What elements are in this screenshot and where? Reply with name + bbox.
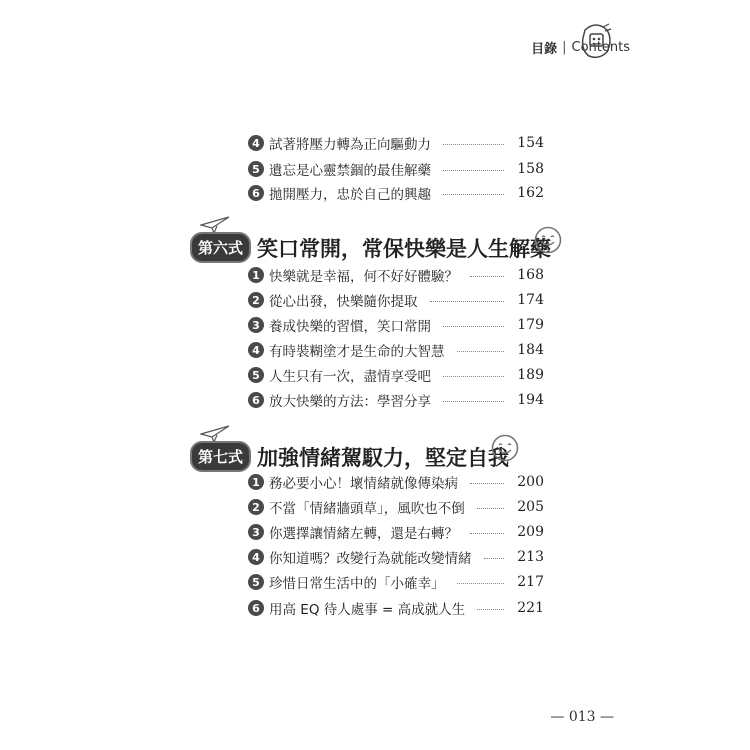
entry-title: 遺忘是心靈禁錮的最佳解藥 <box>269 163 431 179</box>
chapter-title: 加強情緒駕馭力，堅定自我 <box>257 444 510 470</box>
dot-leader <box>430 301 505 302</box>
entry-title: 務必要小心！壞情緒就像傳染病 <box>269 476 458 492</box>
entry-title: 養成快樂的習慣，笑口常開 <box>269 319 431 335</box>
dot-leader <box>477 609 504 610</box>
mascot-icon <box>579 22 613 60</box>
entry-page-number: 154 <box>517 135 544 151</box>
entry-number-badge: 5 <box>248 161 264 177</box>
toc-entry[interactable] <box>248 132 544 154</box>
dot-leader <box>470 483 504 484</box>
toc-entry[interactable] <box>248 597 544 619</box>
entry-number-badge: 1 <box>248 474 264 490</box>
entry-page-number: 158 <box>517 161 544 177</box>
toc-entry[interactable] <box>248 339 544 361</box>
entry-title: 有時裝糊塗才是生命的大智慧 <box>269 344 445 360</box>
entry-title: 從心出發，快樂隨你提取 <box>269 294 418 310</box>
entry-page-number: 168 <box>517 267 544 283</box>
chapter-heading[interactable] <box>190 232 551 263</box>
entry-number-badge: 4 <box>248 135 264 151</box>
dot-leader <box>457 583 505 584</box>
toc-entry[interactable] <box>248 471 544 493</box>
dot-leader <box>443 194 504 195</box>
dot-leader <box>443 144 504 145</box>
toc-entry[interactable] <box>248 264 544 286</box>
entry-number-badge: 6 <box>248 392 264 408</box>
header-separator: | <box>562 40 567 55</box>
toc-entry[interactable] <box>248 182 544 204</box>
dot-leader <box>443 376 504 377</box>
entry-number-badge: 3 <box>248 317 264 333</box>
entry-number-badge: 2 <box>248 292 264 308</box>
dot-leader <box>457 351 505 352</box>
entry-page-number: 162 <box>517 185 544 201</box>
header-label-cn: 目錄 <box>531 42 558 57</box>
entry-title: 你選擇讓情緒左轉，還是右轉？ <box>269 526 458 542</box>
header-label-en: Contents <box>571 40 630 55</box>
dot-leader <box>443 401 504 402</box>
entry-number-badge: 3 <box>248 524 264 540</box>
entry-title: 不當「情緒牆頭草」，風吹也不倒 <box>269 501 465 517</box>
dot-leader <box>484 558 505 559</box>
toc-entry[interactable] <box>248 314 544 336</box>
toc-entry[interactable] <box>248 521 544 543</box>
chapter-title: 笑口常開，常保快樂是人生解藥 <box>257 235 552 261</box>
entry-page-number: 174 <box>517 292 544 308</box>
toc-entry[interactable] <box>248 289 544 311</box>
dot-leader <box>470 276 504 277</box>
entry-number-badge: 5 <box>248 367 264 383</box>
toc-entry[interactable] <box>248 571 544 593</box>
entry-title: 放大快樂的方法：學習分享 <box>269 394 431 410</box>
smiley-icon <box>490 433 520 463</box>
entry-number-badge: 1 <box>248 267 264 283</box>
entry-title: 珍惜日常生活中的「小確幸」 <box>269 576 445 592</box>
dot-leader <box>443 326 504 327</box>
toc-entry[interactable] <box>248 364 544 386</box>
entry-number-badge: 6 <box>248 600 264 616</box>
entry-title: 快樂就是幸福，何不好好體驗？ <box>269 269 458 285</box>
toc-entry[interactable] <box>248 546 544 568</box>
entry-page-number: 189 <box>517 367 544 383</box>
smiley-icon <box>533 225 563 255</box>
chapter-heading[interactable] <box>190 441 509 472</box>
entry-page-number: 205 <box>517 499 544 515</box>
entry-title: 人生只有一次，盡情享受吧 <box>269 369 431 385</box>
entry-page-number: 217 <box>517 574 544 590</box>
entry-number-badge: 2 <box>248 499 264 515</box>
entry-title: 用高 EQ 待人處事 = 高成就人生 <box>269 602 466 618</box>
entry-number-badge: 6 <box>248 185 264 201</box>
chapter-badge: 第七式 <box>190 441 251 472</box>
entry-title: 試著將壓力轉為正向驅動力 <box>269 137 431 153</box>
dot-leader <box>470 533 504 534</box>
entry-page-number: 221 <box>517 600 544 616</box>
entry-title: 你知道嗎？改變行為就能改變情緒 <box>269 551 472 567</box>
entry-number-badge: 5 <box>248 574 264 590</box>
dot-leader <box>477 508 504 509</box>
toc-entry[interactable] <box>248 389 544 411</box>
entry-page-number: 194 <box>517 392 544 408</box>
entry-page-number: 184 <box>517 342 544 358</box>
chapter-badge: 第六式 <box>190 232 251 263</box>
page-number-footer: — 013 — <box>550 709 614 725</box>
entry-number-badge: 4 <box>248 342 264 358</box>
entry-title: 拋開壓力，忠於自己的興趣 <box>269 187 431 203</box>
entry-number-badge: 4 <box>248 549 264 565</box>
entry-page-number: 179 <box>517 317 544 333</box>
toc-entry[interactable] <box>248 158 544 180</box>
entry-page-number: 213 <box>517 549 544 565</box>
entry-page-number: 209 <box>517 524 544 540</box>
entry-page-number: 200 <box>517 474 544 490</box>
toc-entry[interactable] <box>248 496 544 518</box>
dot-leader <box>443 170 504 171</box>
